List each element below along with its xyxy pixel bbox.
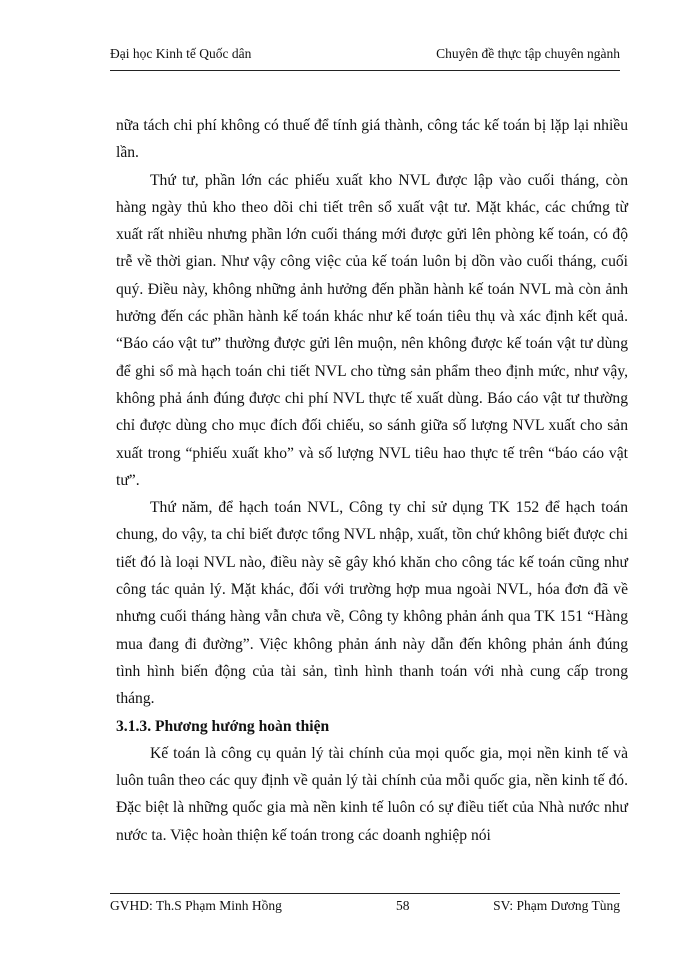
section-heading: 3.1.3. Phương hướng hoàn thiện [116,717,330,735]
paragraph-fourth-point: Thứ tư, phần lớn các phiếu xuất kho NVL được lập vào cuối tháng, còn hàng ngày thủ kho theo dõi chi tiết trên sổ xuất vật tư. Mặt khác, các chứng từ xuất rất nhiều nhưng phần lớn cuối tháng mới được gửi lên phòng kế toán, có độ trễ về thời gian. Như vậy công việc của kế toán luôn bị dồn vào cuối tháng, cuối quý. Điều này, không những ảnh hưởng đến phần hành kế toán NVL mà còn ảnh hưởng đến các phần hành kế toán khác như kế toán tiêu thụ và xác định kết quả. “Báo cáo vật tư” thường được gửi lên muộn, nên không được kế toán vật tư dùng để ghi sổ mà hạch toán chi tiết NVL cho từng sản phẩm theo định mức, như vậy, không phả ánh đúng được chi phí NVL thực tế xuất dùng. Báo cáo vật tư thường chỉ được dùng cho mục đích đối chiếu, so sánh giữa số lượng NVL xuất cho sản xuất trong “phiếu xuất kho” và số lượng NVL tiêu hao thực tế trên “báo cáo vật tư”. [116,171,628,489]
page-footer [110,893,620,920]
paragraph-continued: nữa tách chi phí không có thuế để tính giá thành, công tác kế toán bị lặp lại nhiều lần. [116,117,628,162]
page-number: 58 [396,898,410,913]
body-text [116,112,628,849]
page-header [110,46,620,71]
paragraph-improvement-direction: Kế toán là công cụ quản lý tài chính của mọi quốc gia, mọi nền kinh tế và luôn tuân theo các quy định về quản lý tài chính của mỗi quốc gia, nền kinh tế đó. Đặc biệt là những quốc gia mà nền kinh tế luôn có sự điều tiết của Nhà nước như nước ta. Việc hoàn thiện kế toán trong các doanh nghiệp nói [116,744,628,844]
footer-student: SV: Phạm Dương Tùng [493,898,620,913]
footer-supervisor: GVHD: Th.S Phạm Minh Hồng [110,898,282,913]
header-university: Đại học Kinh tế Quốc dân [110,46,252,61]
paragraph-fifth-point: Thứ năm, để hạch toán NVL, Công ty chỉ sử dụng TK 152 để hạch toán chung, do vậy, ta chỉ biết được tổng NVL nhập, xuất, tồn chứ không biết được chi tiết đó là loại NVL nào, điều này sẽ gây khó khăn cho công tác kế toán cũng như công tác quản lý. Mặt khác, đối với trường hợp mua ngoài NVL, hóa đơn đã về nhưng cuối tháng hàng vẫn chưa về, Công ty không phản ánh qua TK 151 “Hàng mua đang đi đường”. Việc không phản ánh này dẫn đến không phản ánh đúng tình hình biến động của tài sản, tình hình thanh toán với nhà cung cấp trong tháng. [116,499,628,708]
header-report-title: Chuyên đề thực tập chuyên ngành [436,46,620,61]
